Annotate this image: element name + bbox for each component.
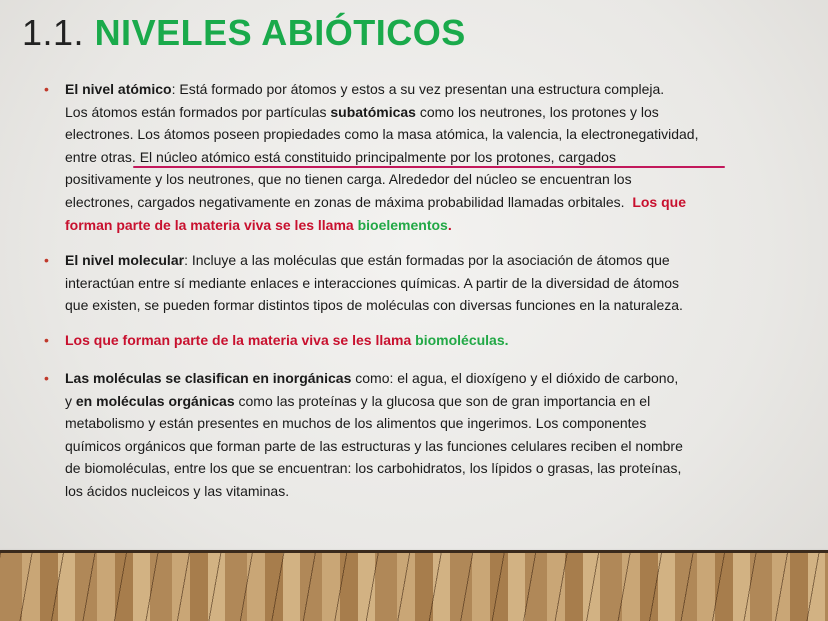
bold-term: El nivel molecular	[65, 252, 185, 268]
text-segment: positivamente y los neutrones, que no tienen carga. Alrededor del núcleo se encuentran los	[65, 171, 632, 188]
text-segment: de biomoléculas, entre los que se encuentran: los carbohidratos, los lípidos o grasas, las proteínas,	[65, 460, 682, 477]
paragraph-1-line	[65, 80, 664, 98]
paragraph-4-line	[65, 482, 289, 500]
bullet-icon: •	[44, 252, 49, 268]
wood-floor-decoration	[0, 553, 828, 621]
text-segment: metabolismo y están presentes en muchos de los alimentos que ingerimos. Los componentes	[65, 415, 647, 432]
paragraph-1-line	[65, 216, 452, 234]
highlight-red-text: .	[447, 216, 452, 233]
bold-term: subatómicas	[330, 103, 416, 120]
paragraph-4-line	[65, 414, 646, 432]
section-title: NIVELES ABIÓTICOS	[94, 12, 466, 53]
highlight-red-text: Los que forman parte de la materia viva se les llama	[65, 332, 416, 348]
bullet-icon: •	[44, 370, 49, 386]
paragraph-4-line	[65, 437, 683, 455]
bold-term: en moléculas orgánicas	[75, 392, 235, 409]
paragraph-3-line	[65, 331, 509, 349]
paragraph-2-line	[65, 251, 670, 269]
paragraph-1-line	[65, 125, 698, 143]
text-segment: como las proteínas y la glucosa que son de gran importancia en el	[234, 392, 651, 409]
paragraph-4-line	[65, 392, 650, 410]
bold-term: Las moléculas se clasifican en inorgánicas	[65, 370, 352, 386]
text-segment: los ácidos nucleicos y las vitaminas.	[65, 483, 290, 499]
paragraph-2-line	[65, 274, 679, 292]
text-segment: : Incluye a las moléculas que están formadas por la asociación de átomos que	[184, 252, 670, 268]
text-segment: entre otras. El núcleo atómico está constituido principalmente por los protones, cargados	[65, 148, 616, 165]
slide-title	[22, 12, 466, 54]
paragraph-4-line	[65, 459, 681, 477]
paragraph-1-line	[65, 170, 632, 188]
bullet-icon: •	[44, 81, 49, 97]
paragraph-2-line	[65, 296, 683, 314]
bold-term: El nivel atómico	[65, 81, 172, 97]
paragraph-1-line	[65, 148, 616, 166]
text-segment: químicos orgánicos que forman parte de las estructuras y las funciones celulares reciben el nombre	[65, 437, 683, 454]
text-segment: electrones. Los átomos poseen propiedades como la masa atómica, la valencia, la electronegatividad,	[65, 126, 699, 143]
highlight-red-text: forman parte de la materia viva se les llama	[65, 216, 358, 233]
paragraph-4-line	[65, 369, 678, 387]
text-segment: electrones, cargados negativamente en zonas de máxima probabilidad llamadas orbitales.	[65, 194, 633, 210]
text-segment: como: el agua, el dioxígeno y el dióxido de carbono,	[351, 370, 679, 386]
text-segment: : Está formado por átomos y estos a su vez presentan una estructura compleja.	[171, 81, 665, 97]
paragraph-1-line	[65, 103, 659, 121]
text-segment: que existen, se pueden formar distintos tipos de moléculas con diversas funciones en la naturaleza.	[65, 297, 683, 314]
section-number: 1.1.	[22, 12, 85, 53]
text-segment: como los neutrones, los protones y los	[415, 103, 659, 120]
highlight-green-term: bioelementos	[357, 216, 448, 233]
text-segment: y	[65, 392, 76, 409]
red-underline-annotation	[133, 166, 725, 168]
highlight-red-text: Los que	[632, 194, 686, 210]
highlight-green-term: biomoléculas.	[415, 332, 509, 348]
text-segment: Los átomos están formados por partículas	[65, 103, 331, 120]
bullet-icon: •	[44, 332, 49, 348]
text-segment: interactúan entre sí mediante enlaces e interacciones químicas. A partir de la diversidad de átomos	[65, 274, 680, 291]
paragraph-1-line	[65, 193, 686, 211]
